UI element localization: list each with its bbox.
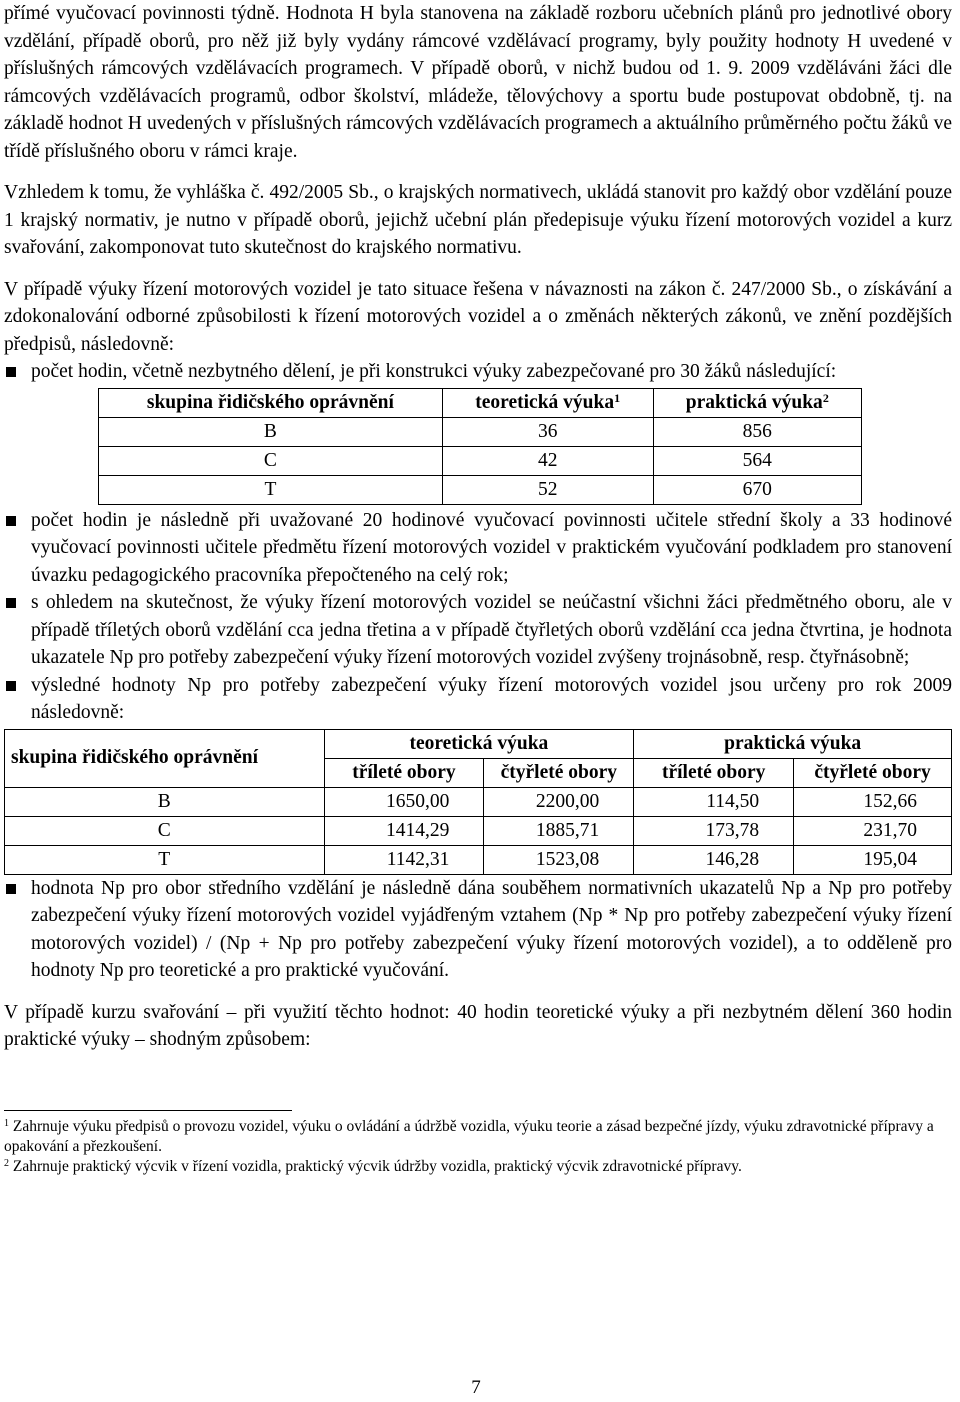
- col-header-theory-3y: tříleté obory: [324, 758, 484, 787]
- bullet-list: [4, 358, 952, 386]
- bullet-item: počet hodin, včetně nezbytného dělení, je při konstrukci výuky zabezpečované pro 30 žáků následující:: [4, 358, 952, 386]
- bullet-item: s ohledem na skutečnost, že výuky řízení motorových vozidel se neúčastní všichni žáci předmětného oboru, ale v případě tříletých oborů vzdělání cca jedna třetina a v případě čtyřletých oborů vzdělání cca jedna čtvrtina, je hodnota ukazatele Np pro potřeby zabezpečení výuky řízení motorových vozidel zvýšeny trojnásobně, resp. čtyřnásobně;: [4, 589, 952, 672]
- col-header-practice-4y: čtyřleté obory: [794, 758, 952, 787]
- col-header-theory: teoretická výuka: [324, 729, 634, 758]
- page-number: 7: [471, 1377, 481, 1398]
- bullet-item: výsledné hodnoty Np pro potřeby zabezpečení výuky řízení motorových vozidel jsou určeny pro rok 2009 následovně:: [4, 672, 952, 727]
- table-row: C 1414,29 1885,71 173,78 231,70: [5, 816, 952, 845]
- square-bullet-icon: [6, 598, 16, 608]
- col-header-group: skupina řidičského oprávnění: [99, 388, 443, 417]
- footnote-1: $^1$ Zahrnuje výuku předpisů o provozu vozidel, výuku o ovládání a údržbě vozidla, výuku teorie a zásad bezpečné jízdy, výuku zdravotnické přípravy a opakování a přezkoušení.: [4, 1117, 934, 1155]
- paragraph-driving: V případě výuky řízení motorových vozidel je tato situace řešena v návaznosti na zákon č. 247/2000 Sb., o získávání a zdokonalování odborné způsobilosti k řízení motorových vozidel a o změnách některých zákonů, ve znění pozdějších předpisů, následovně:: [4, 278, 952, 355]
- bullet-item: hodnota Np pro obor středního vzdělání je následně dána souběhem normativních ukazatelů Np a Np pro potřeby zabezpečení výuky řízení motorových vozidel vyjádřeným vztahem (Np * Np pro potřeby zabezpečení výuky řízení motorových vozidel) / (Np + Np pro potřeby zabezpečení výuky řízení motorových vozidel), a to odděleně pro hodnoty Np pro teoretické a pro praktické vyučování.: [4, 875, 952, 985]
- paragraph-regulation: Vzhledem k tomu, že vyhláška č. 492/2005 Sb., o krajských normativech, ukládá stanovit pro každý obor vzdělání pouze 1 krajský normativ, je nutno v případě oborů, jejichž učební plán předepisuje výuku řízení motorových vozidel a kurz svařování, zakomponovat tuto skutečnost do krajského normativu.: [4, 182, 952, 258]
- square-bullet-icon: [6, 681, 16, 691]
- col-header-group: skupina řidičského oprávnění: [5, 729, 325, 787]
- paragraph-welding: V případě kurzu svařování – při využití těchto hodnot: 40 hodin teoretické výuky a při nezbytném dělení 360 hodin praktické výuky – shodným způsobem:: [4, 1001, 952, 1050]
- table-row: B 1650,00 2200,00 114,50 152,66: [5, 787, 952, 816]
- np-values-table: [4, 729, 952, 875]
- table-header-row: [99, 388, 862, 417]
- hours-table: [98, 388, 862, 505]
- square-bullet-icon: [6, 367, 16, 377]
- paragraph-h-value: přímé vyučovací povinnosti týdně. Hodnota H byla stanovena na základě rozboru učebních plánů pro jednotlivé obory vzdělání, případě oborů, pro něž již byly vydány rámcové vzdělávací programy, byly použity hodnoty H uvedené v příslušných rámcových vzdělávacích programech. V případě oborů, v nichž budou od 1. 9. 2009 vzděláváni žáci dle rámcových vzdělávacích programů, odbor školství, mládeže, tělovýchovy a sportu bude postupovat obdobně, tj. na základě hodnot H uvedených v příslušných rámcových vzdělávacích programech a aktuálního průměrného počtu žáků ve třídě příslušného oboru v rámci kraje.: [4, 3, 952, 162]
- col-header-theory: teoretická výuka$^1$: [442, 388, 653, 417]
- square-bullet-icon: [6, 516, 16, 526]
- table-row: T 52 670: [99, 475, 862, 504]
- bullet-item: počet hodin je následně při uvažované 20 hodinové vyučovací povinnosti učitele střední školy a 33 hodinové vyučovací povinnosti učitele předmětu řízení motorových vozidel v praktickém vyučování podkladem pro stanovení úvazku pedagogického pracovníka přepočteného na celý rok;: [4, 507, 952, 590]
- bullet-list: [4, 507, 952, 727]
- table-header-row: [5, 729, 952, 758]
- col-header-practice: praktická výuka$^2$: [653, 388, 861, 417]
- bullet-list: [4, 875, 952, 985]
- document-page: [4, 0, 952, 1177]
- footnote-separator: [4, 1110, 292, 1111]
- col-header-practice: praktická výuka: [634, 729, 952, 758]
- square-bullet-icon: [6, 884, 16, 894]
- table-row: B 36 856: [99, 417, 862, 446]
- col-header-practice-3y: tříleté obory: [634, 758, 794, 787]
- table-row: C 42 564: [99, 446, 862, 475]
- footnote-2: $^2$ Zahrnuje praktický výcvik v řízení vozidla, praktický výcvik údržby vozidla, praktický výcvik zdravotnické přípravy.: [4, 1157, 742, 1175]
- table-row: T 1142,31 1523,08 146,28 195,04: [5, 845, 952, 874]
- col-header-theory-4y: čtyřleté obory: [484, 758, 634, 787]
